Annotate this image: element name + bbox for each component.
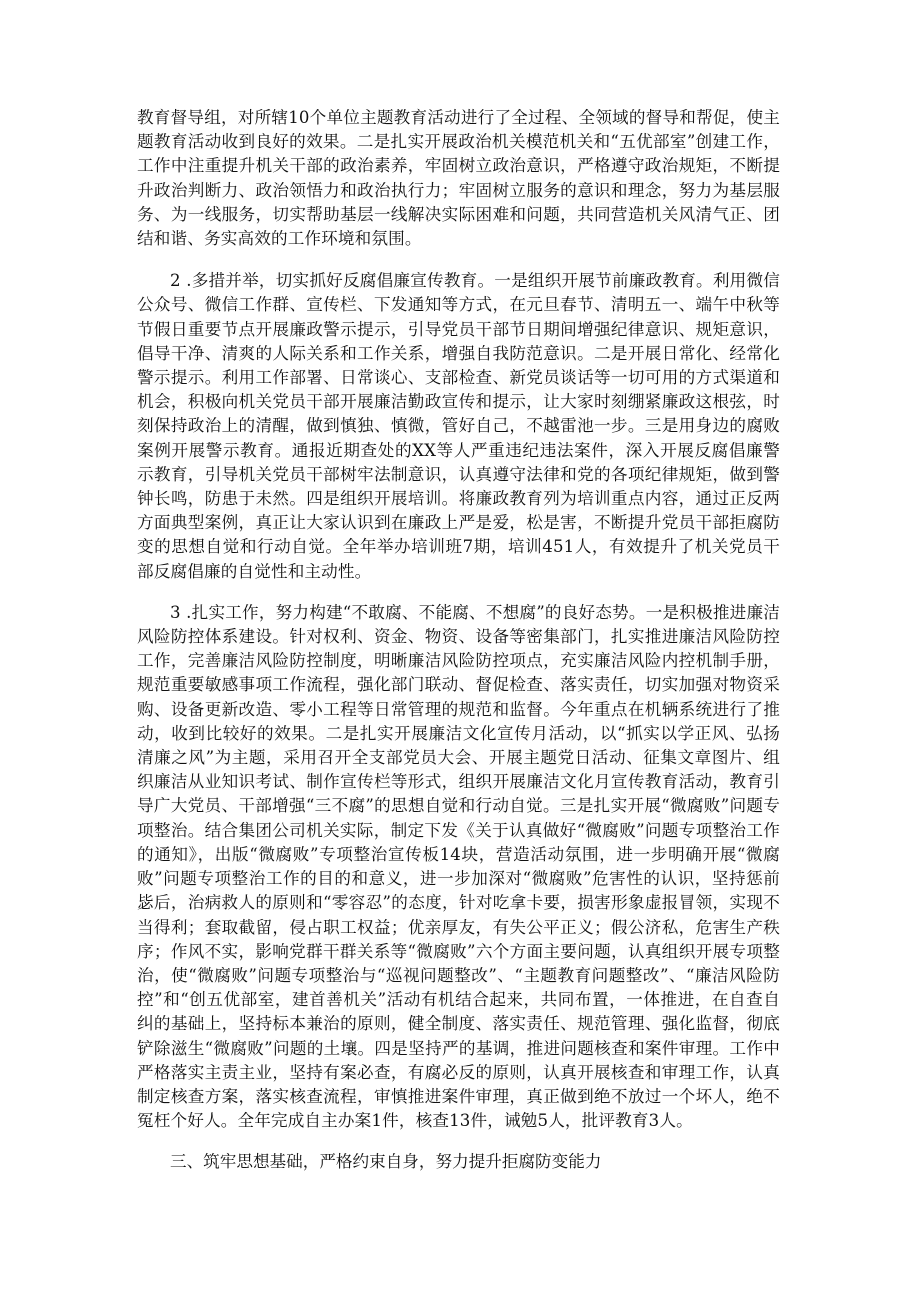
section-heading-three: 三、筑牢思想基础，严格约束自身，努力提升拒腐防变能力 (170, 1152, 602, 1172)
paragraph-anti-corruption-education: 2 .多措并举，切实抓好反腐倡廉宣传教育。一是组织开展节前廉政教育。利用微信公众号、微信工作群、宣传栏、下发通知等方式，在元旦春节、清明五一、端午中秋等节假日重要节点开展廉政警示提示，引导党员干部节日期间增强纪律意识、规矩意识，倡导干净、清爽的人际关系和工作关系，增强自我防范意识。二是开展日常化、经常化警示提示。利用工作部署、日常谈心、支部检查、新党员谈话等一切可用的方式渠道和机会，积极向机关党员干部开展廉洁勤政宣传和提示，让大家时刻绷紧廉政这根弦，时刻保持政治上的清醒，做到慎独、慎微，管好自己，不越雷池一步。三是用身边的腐败案例开展警示教育。通报近期查处的XX等人严重违纪违法案件，深入开展反腐倡廉警示教育，引导机关党员干部树牢法制意识，认真遵守法律和党的各项纪律规矩，做到警钟长鸣，防患于未然。四是组织开展培训。将廉政教育列为培训重点内容，通过正反两方面典型案例，真正让大家认识到在廉政上严是爱，松是害，不断提升党员干部拒腐防变的思想自觉和行动自觉。全年举办培训班7期，培训451人，有效提升了机关党员干部反腐倡廉的自觉性和主动性。 (137, 271, 780, 581)
document-page (137, 106, 780, 1174)
paragraph-supervision-continued: 教育督导组，对所辖10个单位主题教育活动进行了全过程、全领域的督导和帮促，使主题教育活动收到良好的效果。二是扎实开展政治机关模范机关和“五优部室”创建工作，工作中注重提升机关干部的政治素养，牢固树立政治意识，严格遵守政治规矩，不断提升政治判断力、政治领悟力和政治执行力；牢固树立服务的意识和理念，努力为基层服务、为一线服务，切实帮助基层一线解决实际困难和问题，共同营造机关风清气正、团结和谐、务实高效的工作环境和氛围。 (137, 108, 780, 249)
paragraph-integrity-risk-prevention: 3 .扎实工作，努力构建“不敢腐、不能腐、不想腐”的良好态势。一是积极推进廉洁风险防控体系建设。针对权利、资金、物资、设备等密集部门，扎实推进廉洁风险防控工作，完善廉洁风险防控制度，明晰廉洁风险防控项点，充实廉洁风险内控机制手册，规范重要敏感事项工作流程，强化部门联动、督促检查、落实责任，切实加强对物资采购、设备更新改造、零小工程等日常管理的规范和监督。今年重点在机辆系统进行了推动，收到比较好的效果。二是扎实开展廉洁文化宣传月活动，以“抓实以学正风、弘扬清廉之风”为主题，采用召开全支部党员大会、开展主题党日活动、征集文章图片、组织廉洁从业知识考试、制作宣传栏等形式，组织开展廉洁文化月宣传教育活动，教育引导广大党员、干部增强“三不腐”的思想自觉和行动自觉。三是扎实开展“微腐败”问题专项整治。结合集团公司机关实际，制定下发《关于认真做好“微腐败”问题专项整治工作的通知》，出版“微腐败”专项整治宣传板14块，营造活动氛围，进一步明确开展“微腐败”问题专项整治工作的目的和意义，进一步加深对“微腐败”危害性的认识，坚持惩前毖后，治病救人的原则和“零容忍”的态度，针对吃拿卡要，损害形象虚报冒领，实现不当得利；套取截留，侵占职工权益；优亲厚友，有失公平正义；假公济私，危害生产秩序；作风不实，影响党群干群关系等“微腐败”六个方面主要问题，认真组织开展专项整治，使“微腐败”问题专项整治与“巡视问题整改”、“主题教育问题整改”、“廉洁风险防控”和“创五优部室，建首善机关”活动有机结合起来，共同布置，一体推进，在自查自纠的基础上，坚持标本兼治的原则，健全制度、落实责任、规范管理、强化监督，彻底铲除滋生“微腐败”问题的土壤。四是坚持严的基调，推进问题核查和案件审理。工作中严格落实主责主业，坚持有案必查，有腐必反的原则，认真开展核查和审理工作，认真制定核查方案，落实核查流程，审慎推进案件审理，真正做到绝不放过一个坏人，绝不冤枉个好人。全年完成自主办案1件，核查13件，诫勉5人，批评教育3人。 (137, 602, 780, 1131)
